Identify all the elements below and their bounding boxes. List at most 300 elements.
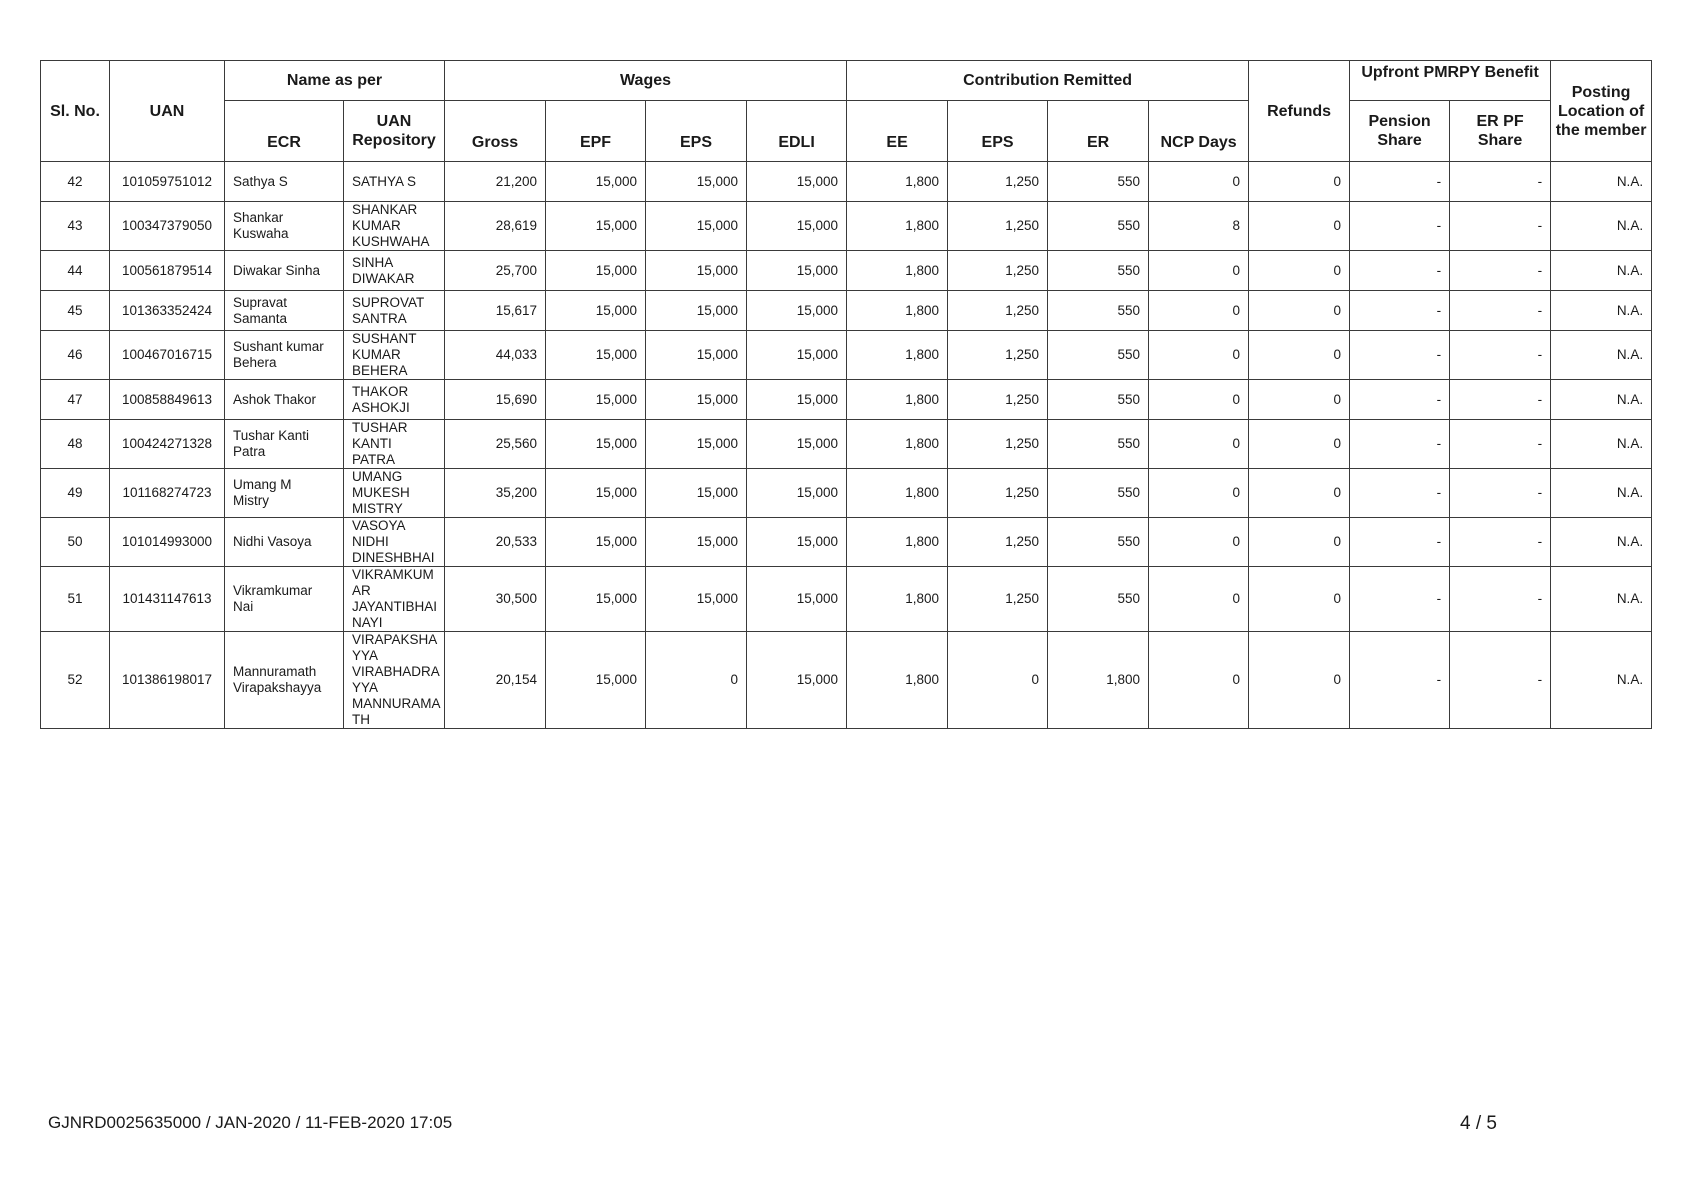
cell-epf-text: 15,000 xyxy=(595,534,638,549)
cell-ncp-days xyxy=(1149,420,1249,469)
cell-er-text: 550 xyxy=(1117,347,1141,362)
cell-uan-name xyxy=(344,331,445,380)
cell-eps-contribution-text: 1,250 xyxy=(1005,591,1040,606)
cell-epf xyxy=(546,162,646,202)
cell-posting-location-text: N.A. xyxy=(1616,391,1644,407)
header-uan-repository: UAN Repository xyxy=(344,101,445,162)
cell-uan-name xyxy=(344,518,445,567)
cell-epf-text: 15,000 xyxy=(595,436,638,451)
cell-uan-name xyxy=(344,202,445,251)
cell-gross-text: 20,533 xyxy=(495,534,538,549)
cell-er xyxy=(1048,380,1149,420)
table-row xyxy=(41,291,1652,331)
cell-edli xyxy=(747,291,847,331)
cell-pension-share xyxy=(1350,420,1450,469)
cell-edli-text: 15,000 xyxy=(796,591,839,606)
cell-refunds-text: 0 xyxy=(1333,262,1342,278)
cell-refunds-text: 0 xyxy=(1333,591,1342,606)
header-ncp-days: NCP Days xyxy=(1149,101,1249,162)
cell-uan-text: 100424271328 xyxy=(121,436,213,451)
cell-epf xyxy=(546,251,646,291)
cell-ecr-name-text: Vikramkumar Nai xyxy=(233,583,313,614)
cell-eps-contribution-text: 1,250 xyxy=(1005,262,1040,278)
cell-ecr-name-text: Sathya S xyxy=(233,173,288,189)
cell-posting-location xyxy=(1551,202,1652,251)
cell-posting-location-text: N.A. xyxy=(1616,218,1644,233)
cell-er-text: 1,800 xyxy=(1106,672,1141,687)
cell-sl-no xyxy=(41,202,110,251)
cell-edli-text: 15,000 xyxy=(796,485,839,500)
cell-epf-text: 15,000 xyxy=(595,218,638,233)
cell-sl-no-text: 51 xyxy=(67,591,83,606)
cell-ncp-days-text: 8 xyxy=(1232,218,1241,233)
cell-eps-text: 0 xyxy=(730,672,739,687)
cell-er-pf-share xyxy=(1450,567,1551,632)
cell-ee-text: 1,800 xyxy=(905,534,940,549)
cell-sl-no xyxy=(41,162,110,202)
cell-uan-name-text: SUPROVAT SANTRA xyxy=(352,294,425,326)
cell-posting-location xyxy=(1551,420,1652,469)
cell-ee xyxy=(847,380,948,420)
cell-eps xyxy=(646,331,747,380)
cell-ncp-days xyxy=(1149,202,1249,251)
cell-sl-no-text: 50 xyxy=(67,534,83,549)
table-row xyxy=(41,632,1652,729)
cell-sl-no xyxy=(41,632,110,729)
cell-eps-text: 15,000 xyxy=(696,262,739,278)
cell-eps-contribution xyxy=(948,291,1048,331)
cell-sl-no xyxy=(41,518,110,567)
page-number: 4 / 5 xyxy=(1460,1113,1497,1134)
cell-pension-share-text: - xyxy=(1436,436,1442,451)
cell-er-pf-share xyxy=(1450,202,1551,251)
cell-uan-name-text: TUSHAR KANTI PATRA xyxy=(352,420,408,467)
cell-uan-text: 101168274723 xyxy=(122,485,212,500)
cell-eps xyxy=(646,632,747,729)
cell-ncp-days-text: 0 xyxy=(1232,173,1241,189)
cell-er xyxy=(1048,331,1149,380)
cell-ecr-name-text: Supravat Samanta xyxy=(233,294,288,326)
cell-er-pf-share-text: - xyxy=(1537,436,1543,451)
cell-eps-text: 15,000 xyxy=(696,436,739,451)
cell-uan-text: 101386198017 xyxy=(121,672,213,687)
header-pension-share: Pension Share xyxy=(1350,101,1450,162)
cell-edli xyxy=(747,420,847,469)
cell-posting-location xyxy=(1551,518,1652,567)
cell-uan xyxy=(110,291,225,331)
cell-ncp-days xyxy=(1149,632,1249,729)
cell-er-text: 550 xyxy=(1117,436,1141,451)
cell-er-text: 550 xyxy=(1117,173,1141,189)
cell-er-pf-share xyxy=(1450,162,1551,202)
cell-posting-location xyxy=(1551,632,1652,729)
cell-pension-share xyxy=(1350,567,1450,632)
cell-eps-contribution xyxy=(948,162,1048,202)
cell-eps xyxy=(646,162,747,202)
cell-er-text: 550 xyxy=(1117,485,1141,500)
table-row xyxy=(41,380,1652,420)
cell-ncp-days-text: 0 xyxy=(1232,347,1241,362)
cell-edli xyxy=(747,567,847,632)
cell-sl-no xyxy=(41,331,110,380)
cell-er xyxy=(1048,202,1149,251)
cell-er-pf-share-text: - xyxy=(1537,302,1543,318)
header-eps-contribution: EPS xyxy=(948,101,1048,162)
cell-eps-contribution-text: 1,250 xyxy=(1005,391,1040,407)
cell-ecr-name xyxy=(225,202,344,251)
cell-er-pf-share-text: - xyxy=(1537,591,1543,606)
cell-epf-text: 15,000 xyxy=(595,302,638,318)
cell-eps-contribution xyxy=(948,380,1048,420)
cell-uan xyxy=(110,251,225,291)
cell-uan xyxy=(110,380,225,420)
cell-uan xyxy=(110,420,225,469)
cell-sl-no xyxy=(41,251,110,291)
header-eps: EPS xyxy=(646,101,747,162)
cell-refunds-text: 0 xyxy=(1333,173,1342,189)
cell-refunds xyxy=(1249,331,1350,380)
cell-edli-text: 15,000 xyxy=(796,302,839,318)
cell-epf-text: 15,000 xyxy=(595,391,638,407)
cell-ee-text: 1,800 xyxy=(905,302,940,318)
cell-uan-name xyxy=(344,469,445,518)
cell-pension-share xyxy=(1350,380,1450,420)
cell-uan-name xyxy=(344,632,445,729)
cell-edli xyxy=(747,469,847,518)
cell-eps-contribution-text: 1,250 xyxy=(1005,347,1040,362)
cell-ecr-name-text: Mannuramath Virapakshayya xyxy=(233,664,322,695)
cell-uan-text: 100347379050 xyxy=(121,218,213,233)
cell-edli-text: 15,000 xyxy=(796,173,839,189)
cell-ncp-days xyxy=(1149,567,1249,632)
cell-pension-share-text: - xyxy=(1436,391,1442,407)
cell-epf xyxy=(546,331,646,380)
cell-ecr-name-text: Sushant kumar Behera xyxy=(233,339,324,370)
header-uan: UAN xyxy=(110,61,225,162)
cell-eps-contribution-text: 1,250 xyxy=(1005,485,1040,500)
cell-pension-share xyxy=(1350,291,1450,331)
cell-eps xyxy=(646,567,747,632)
cell-pension-share-text: - xyxy=(1436,534,1442,549)
cell-uan-name-text: SUSHANT KUMAR BEHERA xyxy=(352,331,417,378)
cell-edli-text: 15,000 xyxy=(796,672,839,687)
cell-er-pf-share-text: - xyxy=(1537,173,1543,189)
cell-epf-text: 15,000 xyxy=(595,672,638,687)
cell-refunds xyxy=(1249,469,1350,518)
cell-sl-no-text: 49 xyxy=(67,485,83,500)
header-edli: EDLI xyxy=(747,101,847,162)
cell-sl-no-text: 48 xyxy=(67,436,83,451)
cell-ncp-days-text: 0 xyxy=(1232,262,1241,278)
cell-pension-share-text: - xyxy=(1436,302,1442,318)
cell-sl-no xyxy=(41,380,110,420)
cell-pension-share xyxy=(1350,251,1450,291)
cell-posting-location-text: N.A. xyxy=(1616,672,1644,687)
cell-ncp-days-text: 0 xyxy=(1232,591,1241,606)
cell-eps-text: 15,000 xyxy=(696,173,739,189)
cell-pension-share-text: - xyxy=(1436,347,1442,362)
table-row xyxy=(41,202,1652,251)
cell-gross xyxy=(445,331,546,380)
cell-epf xyxy=(546,420,646,469)
cell-eps-text: 15,000 xyxy=(696,485,739,500)
cell-ee xyxy=(847,567,948,632)
table-row xyxy=(41,469,1652,518)
cell-sl-no xyxy=(41,291,110,331)
cell-gross-text: 15,690 xyxy=(495,391,538,407)
cell-uan-name xyxy=(344,251,445,291)
cell-uan-name-text: SHANKAR KUMAR KUSHWAHA xyxy=(352,202,430,249)
cell-uan xyxy=(110,567,225,632)
cell-pension-share xyxy=(1350,162,1450,202)
cell-refunds xyxy=(1249,632,1350,729)
header-wages: Wages xyxy=(445,61,847,101)
cell-eps-contribution xyxy=(948,202,1048,251)
cell-pension-share-text: - xyxy=(1436,173,1442,189)
cell-ecr-name xyxy=(225,469,344,518)
cell-sl-no xyxy=(41,420,110,469)
cell-ee-text: 1,800 xyxy=(905,485,940,500)
cell-edli-text: 15,000 xyxy=(796,534,839,549)
cell-posting-location xyxy=(1551,331,1652,380)
cell-posting-location-text: N.A. xyxy=(1616,485,1644,500)
cell-edli-text: 15,000 xyxy=(796,391,839,407)
cell-refunds xyxy=(1249,518,1350,567)
cell-edli xyxy=(747,162,847,202)
table-row xyxy=(41,420,1652,469)
cell-epf xyxy=(546,632,646,729)
cell-gross xyxy=(445,420,546,469)
cell-pension-share xyxy=(1350,632,1450,729)
cell-sl-no-text: 43 xyxy=(67,218,83,233)
cell-sl-no xyxy=(41,567,110,632)
cell-ecr-name xyxy=(225,420,344,469)
cell-pension-share xyxy=(1350,331,1450,380)
cell-epf xyxy=(546,469,646,518)
header-er-pf-share: ER PF Share xyxy=(1450,101,1551,162)
cell-gross-text: 30,500 xyxy=(495,591,538,606)
cell-refunds-text: 0 xyxy=(1333,218,1342,233)
cell-uan-name-text: VASOYA NIDHI DINESHBHAI xyxy=(352,518,435,565)
cell-ee xyxy=(847,251,948,291)
cell-eps-contribution xyxy=(948,331,1048,380)
header-contribution-remitted: Contribution Remitted xyxy=(847,61,1249,101)
cell-pension-share xyxy=(1350,202,1450,251)
cell-edli xyxy=(747,251,847,291)
cell-refunds-text: 0 xyxy=(1333,485,1342,500)
cell-uan-name xyxy=(344,567,445,632)
cell-edli-text: 15,000 xyxy=(796,347,839,362)
cell-epf xyxy=(546,202,646,251)
cell-posting-location-text: N.A. xyxy=(1616,302,1644,318)
cell-uan-name-text: SINHA DIWAKAR xyxy=(352,254,415,286)
cell-epf-text: 15,000 xyxy=(595,262,638,278)
cell-edli xyxy=(747,380,847,420)
cell-er-pf-share xyxy=(1450,291,1551,331)
cell-pension-share xyxy=(1350,518,1450,567)
header-name-as-per: Name as per xyxy=(225,61,445,101)
cell-refunds-text: 0 xyxy=(1333,302,1342,318)
cell-edli xyxy=(747,202,847,251)
cell-edli xyxy=(747,632,847,729)
cell-posting-location xyxy=(1551,567,1652,632)
cell-pension-share-text: - xyxy=(1436,591,1442,606)
cell-er xyxy=(1048,469,1149,518)
cell-eps-contribution-text: 1,250 xyxy=(1005,173,1040,189)
table-row xyxy=(41,331,1652,380)
cell-gross-text: 21,200 xyxy=(495,173,538,189)
cell-refunds-text: 0 xyxy=(1333,391,1342,407)
cell-uan-name xyxy=(344,420,445,469)
cell-eps-contribution xyxy=(948,518,1048,567)
cell-eps xyxy=(646,469,747,518)
cell-uan-name xyxy=(344,380,445,420)
cell-posting-location xyxy=(1551,469,1652,518)
cell-posting-location xyxy=(1551,251,1652,291)
cell-gross xyxy=(445,251,546,291)
cell-ecr-name-text: Ashok Thakor xyxy=(233,391,317,407)
cell-er-text: 550 xyxy=(1117,591,1141,606)
cell-ee-text: 1,800 xyxy=(905,591,940,606)
cell-pension-share-text: - xyxy=(1436,672,1442,687)
cell-sl-no-text: 45 xyxy=(67,302,83,318)
cell-posting-location-text: N.A. xyxy=(1616,262,1644,278)
cell-uan-text: 100561879514 xyxy=(121,262,213,278)
cell-sl-no-text: 47 xyxy=(67,391,83,407)
header-ecr: ECR xyxy=(225,101,344,162)
cell-ee-text: 1,800 xyxy=(905,436,940,451)
cell-er-text: 550 xyxy=(1117,262,1141,278)
cell-eps xyxy=(646,251,747,291)
cell-ee xyxy=(847,469,948,518)
cell-refunds xyxy=(1249,380,1350,420)
cell-sl-no-text: 44 xyxy=(67,262,83,278)
cell-uan-name-text: SATHYA S xyxy=(352,173,417,189)
header-sl-no: Sl. No. xyxy=(41,61,110,162)
cell-ecr-name xyxy=(225,251,344,291)
cell-epf xyxy=(546,291,646,331)
cell-eps-text: 15,000 xyxy=(696,218,739,233)
cell-ecr-name xyxy=(225,380,344,420)
cell-edli xyxy=(747,518,847,567)
cell-eps-text: 15,000 xyxy=(696,591,739,606)
cell-refunds xyxy=(1249,202,1350,251)
cell-ecr-name-text: Nidhi Vasoya xyxy=(233,534,312,549)
cell-ncp-days xyxy=(1149,380,1249,420)
cell-ncp-days xyxy=(1149,291,1249,331)
cell-er-pf-share xyxy=(1450,420,1551,469)
cell-gross-text: 44,033 xyxy=(495,347,538,362)
cell-er-pf-share xyxy=(1450,632,1551,729)
cell-uan-text: 101014993000 xyxy=(121,534,213,549)
cell-ncp-days-text: 0 xyxy=(1232,436,1241,451)
cell-uan-text: 101431147613 xyxy=(122,591,212,606)
cell-er-pf-share-text: - xyxy=(1537,391,1543,407)
cell-ecr-name-text: Diwakar Sinha xyxy=(233,262,321,278)
ecr-member-table xyxy=(40,60,1652,729)
cell-posting-location-text: N.A. xyxy=(1616,534,1644,549)
cell-ncp-days-text: 0 xyxy=(1232,534,1241,549)
cell-eps-contribution-text: 1,250 xyxy=(1005,218,1040,233)
table-row xyxy=(41,567,1652,632)
cell-ncp-days-text: 0 xyxy=(1232,302,1241,318)
cell-posting-location xyxy=(1551,380,1652,420)
cell-uan-name-text: VIRAPAKSHA YYA VIRABHADRA YYA MANNURAMA TH xyxy=(352,632,441,727)
cell-refunds-text: 0 xyxy=(1333,672,1342,687)
cell-edli-text: 15,000 xyxy=(796,218,839,233)
cell-er xyxy=(1048,518,1149,567)
cell-gross-text: 20,154 xyxy=(495,672,538,687)
cell-er-pf-share-text: - xyxy=(1537,534,1543,549)
cell-er xyxy=(1048,420,1149,469)
footer-reference: GJNRD0025635000 / JAN-2020 / 11-FEB-2020 17:05 xyxy=(48,1113,453,1132)
cell-eps-contribution xyxy=(948,469,1048,518)
cell-edli xyxy=(747,331,847,380)
cell-ncp-days xyxy=(1149,469,1249,518)
cell-ecr-name xyxy=(225,331,344,380)
cell-er-pf-share-text: - xyxy=(1537,262,1543,278)
cell-eps xyxy=(646,291,747,331)
cell-posting-location xyxy=(1551,162,1652,202)
cell-er-pf-share xyxy=(1450,251,1551,291)
cell-uan-name-text: THAKOR ASHOKJI xyxy=(352,383,410,415)
cell-ncp-days xyxy=(1149,162,1249,202)
cell-eps xyxy=(646,518,747,567)
cell-ecr-name xyxy=(225,518,344,567)
table-body xyxy=(41,162,1652,729)
table-row xyxy=(41,162,1652,202)
cell-edli-text: 15,000 xyxy=(796,262,839,278)
cell-eps-text: 15,000 xyxy=(696,534,739,549)
cell-epf-text: 15,000 xyxy=(595,591,638,606)
cell-gross xyxy=(445,469,546,518)
cell-uan xyxy=(110,331,225,380)
header-refunds: Refunds xyxy=(1249,61,1350,162)
cell-eps xyxy=(646,380,747,420)
cell-uan-text: 101059751012 xyxy=(121,173,213,189)
table-row xyxy=(41,251,1652,291)
cell-uan xyxy=(110,632,225,729)
cell-ecr-name-text: Umang M Mistry xyxy=(233,477,292,508)
cell-eps xyxy=(646,420,747,469)
cell-ecr-name-text: Shankar Kuswaha xyxy=(233,210,289,241)
cell-epf xyxy=(546,380,646,420)
cell-refunds xyxy=(1249,251,1350,291)
cell-sl-no-text: 46 xyxy=(67,347,83,362)
cell-eps-contribution xyxy=(948,251,1048,291)
cell-uan-name-text: UMANG MUKESH MISTRY xyxy=(352,469,410,516)
cell-eps-contribution xyxy=(948,632,1048,729)
cell-er-text: 550 xyxy=(1117,302,1141,318)
cell-er-pf-share xyxy=(1450,331,1551,380)
cell-er-pf-share xyxy=(1450,380,1551,420)
cell-gross-text: 25,560 xyxy=(495,436,538,451)
cell-refunds xyxy=(1249,162,1350,202)
cell-uan xyxy=(110,469,225,518)
cell-pension-share-text: - xyxy=(1436,485,1442,500)
cell-er xyxy=(1048,567,1149,632)
cell-eps xyxy=(646,202,747,251)
cell-uan xyxy=(110,202,225,251)
header-posting-location: Posting Location of the member xyxy=(1551,61,1652,162)
cell-er xyxy=(1048,251,1149,291)
table-row xyxy=(41,518,1652,567)
cell-epf-text: 15,000 xyxy=(595,485,638,500)
cell-ncp-days xyxy=(1149,251,1249,291)
cell-ecr-name xyxy=(225,162,344,202)
cell-gross-text: 15,617 xyxy=(495,302,538,318)
cell-uan xyxy=(110,162,225,202)
